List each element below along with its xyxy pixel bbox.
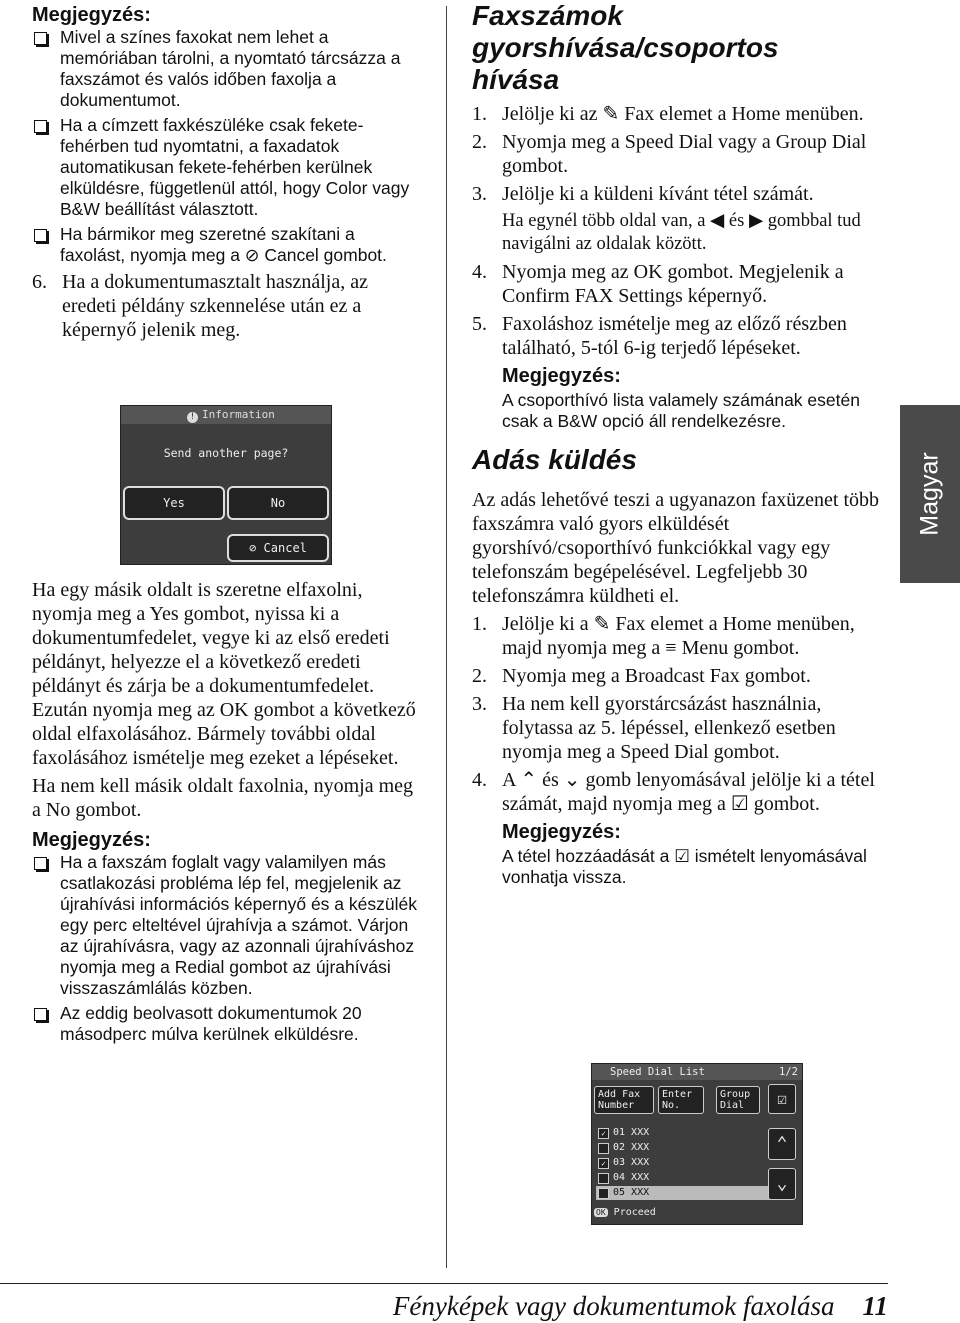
- step: 1. Jelölje ki a ✎ Fax elemet a Home menüben, majd nyomja meg a ≡ Menu gombot.: [472, 613, 855, 659]
- checked-icon: ✓: [598, 1158, 609, 1169]
- note-item: Az eddig beolvasott dokumentumok 20 másodperc múlva kerülnek elküldésre.: [32, 1003, 422, 1045]
- select-check-button[interactable]: ☑: [768, 1084, 796, 1114]
- left-column: [32, 0, 422, 346]
- enter-number-button[interactable]: Enter No.: [658, 1086, 704, 1114]
- checkbox-bullet-icon: [34, 120, 47, 133]
- scroll-up-button[interactable]: ⌃: [768, 1128, 796, 1160]
- list-item[interactable]: ✓ 01 XXX: [596, 1126, 773, 1140]
- screen-message: Send another page?: [163, 446, 289, 460]
- step: 2. Nyomja meg a Speed Dial vagy a Group Dial gombot.: [472, 131, 867, 177]
- send-another-page-screen: [120, 405, 332, 565]
- note-item: Mivel a színes faxokat nem lehet a memóriában tárolni, a nyomtató tárcsázza a faxszámot és valós időben faxolja a dokumentumot.: [32, 27, 422, 111]
- paragraph: Az adás lehetővé teszi a ugyanazon faxüzenet több faxszámra való gyors elküldését gyorshívó/csoporthívó funkciókkal vagy egy telefonszám begépelésével. Legfeljebb 30 telefonszámra küldheti el.: [472, 489, 880, 607]
- right-column: [472, 0, 890, 888]
- section-heading: Faxszámok gyorshívása/csoportos hívása: [472, 0, 779, 95]
- note-title: Megjegyzés:: [502, 821, 621, 843]
- paragraph: Ha nem kell másik oldalt faxolnia, nyomja meg a No gombot.: [32, 775, 414, 821]
- checkbox-bullet-icon: [34, 32, 47, 45]
- note-text: A csoporthívó lista valamely számának esetén csak a B&W opció áll rendelkezésre.: [502, 390, 860, 431]
- yes-button[interactable]: Yes: [123, 486, 225, 520]
- step-note: Ha egynél több oldal van, a ◀ és ▶ gombbal tud navigálni az oldalak között.: [502, 211, 861, 254]
- unchecked-icon: [598, 1143, 609, 1154]
- left-column-lower: [32, 578, 422, 1049]
- step: 1. Jelölje ki az ✎ Fax elemet a Home menüben.: [472, 103, 864, 125]
- step: 4. A ⌃ és ⌄ gomb lenyomásával jelölje ki a tétel számát, majd nyomja meg a ☑ gombot.: [472, 769, 875, 815]
- unchecked-icon: [598, 1188, 609, 1199]
- screen-title: Speed Dial List 1/2: [592, 1064, 802, 1080]
- note-list: [32, 27, 422, 266]
- note-list: [32, 852, 422, 1045]
- group-dial-button[interactable]: Group Dial: [716, 1086, 760, 1114]
- note-item: Ha a címzett faxkészüléke csak fekete-fehérben tud nyomtatni, a faxadatok automatikusan fekete-fehérben kerülnek elküldésre, függetlenül attól, hogy Color vagy B&W beállítást választott.: [32, 115, 422, 220]
- list-item-selected[interactable]: 05 XXX: [596, 1186, 773, 1200]
- page-footer: [393, 1289, 888, 1323]
- note-title: Megjegyzés:: [502, 365, 621, 387]
- checkbox-bullet-icon: [34, 857, 47, 870]
- language-tab: Magyar: [900, 405, 960, 583]
- list-item[interactable]: 04 XXX: [596, 1171, 773, 1185]
- screen-title: ! Information: [121, 406, 331, 424]
- section-heading: Adás küldés: [472, 444, 637, 475]
- footer-rule: [0, 1283, 888, 1284]
- step: 3. Ha nem kell gyorstárcsázást használnia, folytassa az 5. lépéssel, ellenkező esetben nyomja meg a Speed Dial gombot.: [472, 693, 836, 763]
- step: 2. Nyomja meg a Broadcast Fax gombot.: [472, 665, 811, 687]
- speed-dial-list-screen: [591, 1063, 803, 1225]
- list-item[interactable]: 02 XXX: [596, 1141, 773, 1155]
- no-button[interactable]: No: [227, 486, 329, 520]
- column-divider: [446, 6, 447, 1268]
- step: 5. Faxoláshoz ismételje meg az előző részben található, 5-tól 6-ig terjedő lépéseket.: [472, 313, 847, 359]
- checked-icon: ✓: [598, 1128, 609, 1139]
- proceed-hint: OK Proceed: [596, 1207, 656, 1218]
- note-item: Ha a faxszám foglalt vagy valamilyen más csatlakozási probléma lép fel, megjelenik az újrahívási információs képernyő és a készülék egy perc elteltével újrahívja a számot. Várjon az újrahívásra, vagy az azonnali újrahíváshoz nyomja meg a Redial gombot az újrahívási visszaszámlálás közben.: [32, 852, 422, 999]
- step-6: 6. Ha a dokumentumasztalt használja, az eredeti példány szkennelése után ez a képernyő jelenik meg.: [32, 271, 368, 341]
- scroll-down-button[interactable]: ⌄: [768, 1168, 796, 1200]
- checkbox-bullet-icon: [34, 229, 47, 242]
- step: 4. Nyomja meg az OK gombot. Megjelenik a Confirm FAX Settings képernyő.: [472, 261, 844, 307]
- add-fax-number-button[interactable]: Add Fax Number: [594, 1086, 654, 1114]
- note-text: A tétel hozzáadását a ☑ ismételt lenyomásával vonhatja vissza.: [502, 846, 867, 887]
- page-number: 11: [862, 1291, 888, 1321]
- ok-key-icon: OK: [596, 1208, 606, 1217]
- cancel-icon: ⊘: [249, 541, 264, 555]
- note-title: Megjegyzés:: [32, 829, 151, 851]
- note-title: Megjegyzés:: [32, 4, 151, 26]
- step: 3. Jelölje ki a küldeni kívánt tétel számát.: [472, 183, 814, 205]
- footer-title: Fényképek vagy dokumentumok faxolása: [392, 1291, 835, 1321]
- list-item[interactable]: ✓ 03 XXX: [596, 1156, 773, 1170]
- paragraph: Ha egy másik oldalt is szeretne elfaxolni, nyomja meg a Yes gombot, nyissa ki a dokumentumfedelet, vegye ki az első eredeti példányt, helyezze el a következő eredeti példányt és zárja be a dokumentumfedelet. Ezután nyomja meg az OK gombot a következő oldal elfaxolásához. Bármely további oldal faxolásához ismételje meg ezeket a lépéseket.: [32, 579, 416, 769]
- checkbox-bullet-icon: [34, 1008, 47, 1021]
- note-item: Ha bármikor meg szeretné szakítani a faxolást, nyomja meg a ⊘ Cancel gombot.: [32, 224, 422, 266]
- info-icon: !: [187, 412, 198, 423]
- cancel-button[interactable]: ⊘ Cancel: [227, 534, 329, 562]
- page-indicator: 1/2: [779, 1066, 798, 1078]
- unchecked-icon: [598, 1173, 609, 1184]
